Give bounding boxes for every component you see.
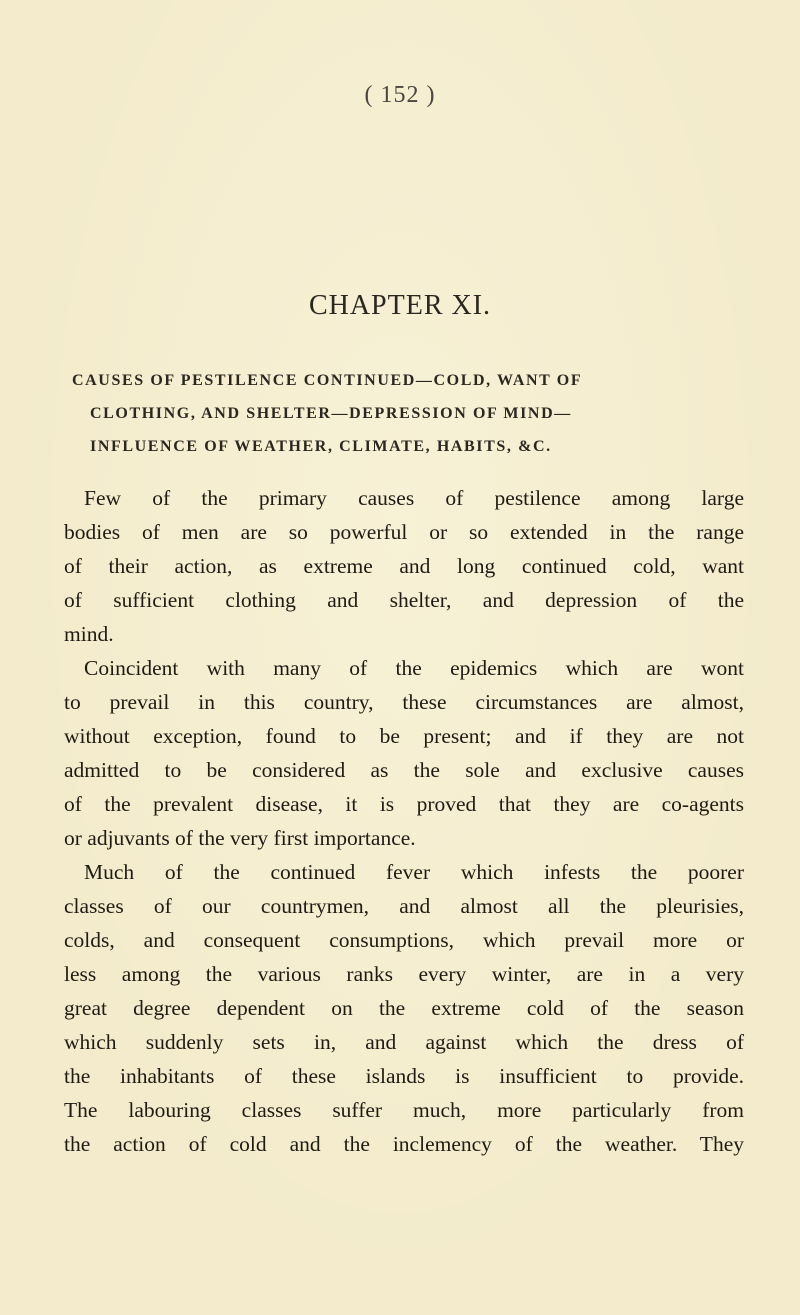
text-line: the action of cold and the inclemency of the weather. They	[64, 1132, 744, 1156]
text-line: mind.	[64, 622, 114, 646]
text-line: to prevail in this country, these circumstances are almost,	[64, 690, 744, 714]
text-line: or adjuvants of the very first importance.	[64, 826, 416, 850]
text-line: of sufficient clothing and shelter, and depression of the	[64, 588, 744, 612]
chapter-title: CHAPTER XI.	[308, 290, 492, 321]
text-line: The labouring classes suffer much, more particularly from	[64, 1098, 744, 1122]
chapter-summary-line: INFLUENCE OF WEATHER, CLIMATE, HABITS, &C.	[90, 438, 552, 455]
text-line: Few of the primary causes of pestilence among large	[84, 486, 744, 510]
text-line: admitted to be considered as the sole and exclusive causes	[64, 758, 744, 782]
text-line: Coincident with many of the epidemics which are wont	[84, 656, 744, 680]
text-line: less among the various ranks every winter, are in a very	[64, 962, 744, 986]
text-line: the inhabitants of these islands is insufficient to provide.	[64, 1064, 744, 1088]
text-line: which suddenly sets in, and against which the dress of	[64, 1030, 744, 1054]
text-line: colds, and consequent consumptions, which prevail more or	[64, 928, 744, 952]
chapter-summary-line: CLOTHING, AND SHELTER—DEPRESSION OF MIND—	[90, 405, 572, 422]
text-line: of their action, as extreme and long continued cold, want	[64, 554, 744, 578]
page-number: ( 152 )	[364, 82, 436, 108]
text-line: bodies of men are so powerful or so extended in the range	[64, 520, 744, 544]
text-line: without exception, found to be present; and if they are not	[64, 724, 744, 748]
text-line: Much of the continued fever which infests the poorer	[84, 860, 744, 884]
text-line: classes of our countrymen, and almost all the pleurisies,	[64, 894, 744, 918]
text-line: great degree dependent on the extreme cold of the season	[64, 996, 744, 1020]
text-line: of the prevalent disease, it is proved that they are co-agents	[64, 792, 744, 816]
chapter-summary-line: CAUSES OF PESTILENCE CONTINUED—COLD, WANT OF	[72, 372, 583, 389]
